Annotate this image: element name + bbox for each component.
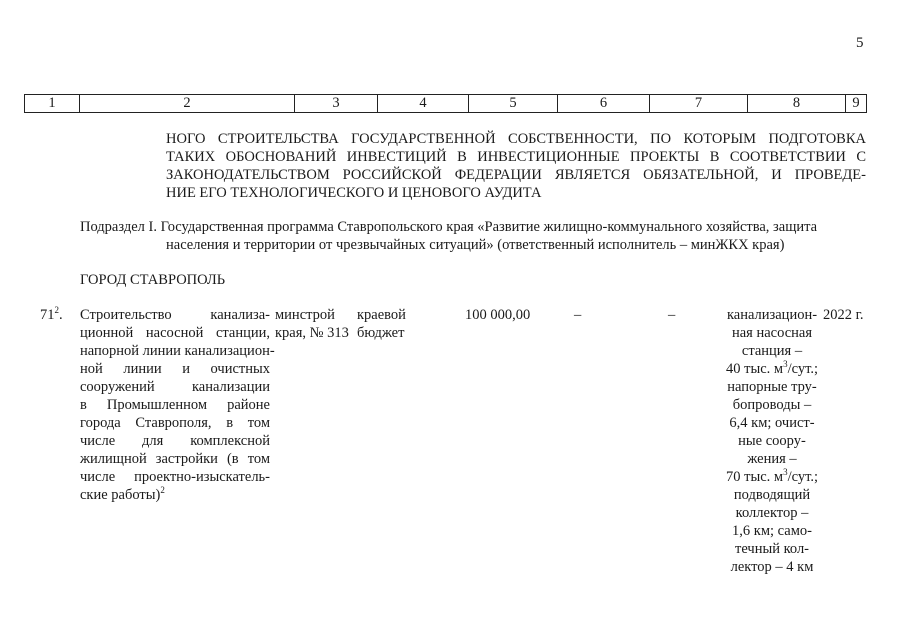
object-name-line: напорной линии канализацион- [80, 343, 275, 359]
column-number-3: 3 [295, 95, 378, 113]
capacity-line: станция – [741, 343, 803, 359]
object-name-last-text: ские работы) [80, 487, 161, 503]
capacity-line: 6,4 км; очист- [729, 415, 815, 431]
object-name-line: числе для комплексной [80, 433, 270, 449]
column-7-dash: – [668, 307, 676, 323]
object-name-line: ционной насосной станции, [80, 325, 270, 341]
column-number-2: 2 [80, 95, 295, 113]
row-number: $71^2$. [40, 305, 63, 323]
object-name-line: города Ставрополя, в том [80, 415, 270, 431]
column-6-dash: – [574, 307, 582, 323]
unit-superscript: 3 [783, 467, 788, 478]
object-name-line: жилищной застройки (в том [80, 451, 270, 467]
capacity-value: 70 тыс. м [725, 469, 784, 485]
page-number: 5 [856, 35, 864, 51]
capacity-line: ные соору- [738, 433, 806, 449]
capacity-line: подводящий [733, 487, 811, 503]
column-number-7: 7 [650, 95, 748, 113]
subsection-title-line: населения и территории от чрезвычайных ситуаций» (ответственный исполнитель – минЖКХ края) [166, 237, 785, 253]
column-number-5: 5 [469, 95, 558, 113]
object-name-line: сооружений канализации [80, 379, 270, 395]
city-heading: ГОРОД СТАВРОПОЛЬ [80, 272, 226, 288]
unit-tail: /сут.; [787, 361, 818, 377]
capacity-line: напорные тру- [727, 379, 817, 395]
capacity-value: 40 тыс. м [725, 361, 784, 377]
object-name-line: ной линии и очистных [80, 361, 270, 377]
object-name-line: в Промышленном районе [80, 397, 270, 413]
capacity-line: 1,6 км; само- [732, 523, 812, 539]
column-number-header [24, 94, 867, 113]
capacity-line: жения – [747, 451, 797, 467]
capacity-line: канализацион- [726, 307, 818, 323]
footnote-superscript: 2 [160, 485, 165, 496]
row-number-superscript: 2 [54, 305, 59, 316]
column-number-9: 9 [846, 95, 867, 113]
capacity-line [722, 360, 822, 378]
object-name-line [80, 486, 270, 504]
year-cell: 2022 г. [823, 307, 864, 323]
unit-tail: /сут.; [787, 469, 818, 485]
capacity-line: бопроводы – [732, 397, 812, 413]
capacity-line: лектор – 4 км [730, 559, 814, 575]
column-number-8: 8 [748, 95, 846, 113]
capacity-line: коллектор – [735, 505, 809, 521]
capacity-line [722, 468, 822, 486]
subsection-title-line: Подраздел I. Государственная программа Ставропольского края «Развитие жилищно-коммунального хозяйства, защита [80, 219, 818, 235]
capacity-line: течный кол- [734, 541, 810, 557]
object-name-line: числе проектно-изыскатель- [80, 469, 270, 485]
responsible-line: края, № 313 [275, 325, 349, 341]
funding-source-line: краевой [357, 307, 406, 323]
section-heading-line: НИЕ ЕГО ТЕХНОЛОГИЧЕСКОГО И ЦЕНОВОГО АУДИТА [166, 185, 542, 201]
section-heading-line: НОГО СТРОИТЕЛЬСТВА ГОСУДАРСТВЕННОЙ СОБСТВЕННОСТИ, ПО КОТОРЫМ ПОДГОТОВКА [166, 131, 866, 147]
column-number-6: 6 [558, 95, 650, 113]
section-heading-line: ТАКИХ ОБОСНОВАНИЙ ИНВЕСТИЦИЙ В ИНВЕСТИЦИОННЫЕ ПРОЕКТЫ В СООТВЕТСТВИИ С [166, 149, 866, 165]
section-heading-line: ЗАКОНОДАТЕЛЬСТВОМ РОССИЙСКОЙ ФЕДЕРАЦИИ ЯВЛЯЕТСЯ ОБЯЗАТЕЛЬНОЙ, И ПРОВЕДЕ- [166, 167, 866, 183]
object-name-line: Строительство канализа- [80, 307, 270, 323]
column-number-1: 1 [25, 95, 80, 113]
column-number-4: 4 [378, 95, 469, 113]
capacity-line: ная насосная [731, 325, 813, 341]
responsible-line: минстрой [275, 307, 335, 323]
amount-cell: 100 000,00 [465, 307, 531, 323]
unit-superscript: 3 [783, 359, 788, 370]
row-number-value: 71 [40, 307, 55, 323]
funding-source-line: бюджет [357, 325, 405, 341]
